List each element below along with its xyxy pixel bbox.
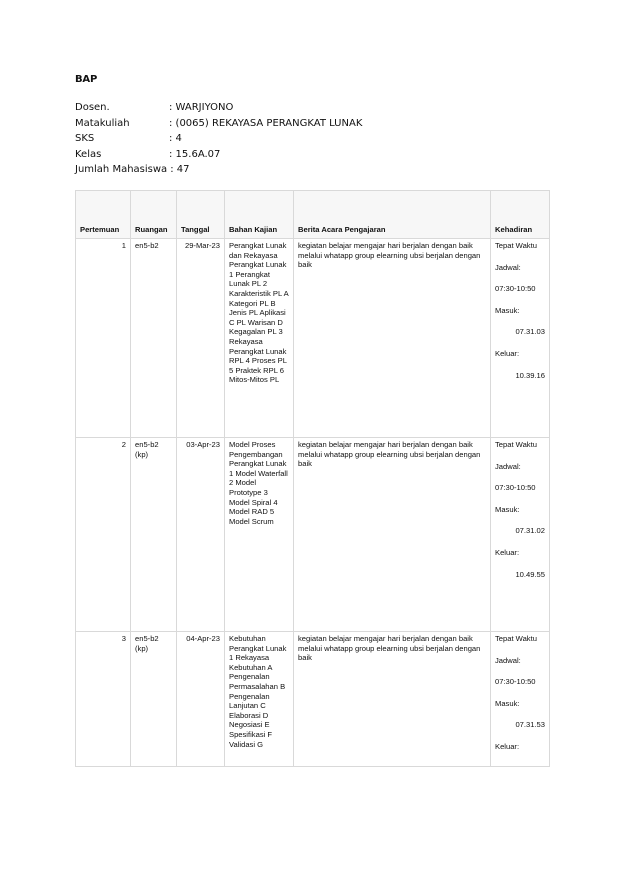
header-ruangan: Ruangan [131,191,177,239]
table-header-row [76,191,550,239]
cell-tanggal: 03-Apr-23 [177,438,225,632]
header-tanggal: Tanggal [177,191,225,239]
document-title: BAP [75,74,98,85]
keluar-value: 10.39.16 [515,370,545,380]
cell-tanggal: 29-Mar-23 [177,239,225,438]
header-bahan-kajian: Bahan Kajian [225,191,294,239]
jadwal-label: Jadwal: [495,262,521,272]
info-row-jumlah-mahasiswa [75,162,362,178]
cell-ruangan: en5-b2 [131,239,177,438]
attendance-status: Tepat Waktu [495,241,537,250]
cell-ruangan: en5-b2 (kp) [131,632,177,767]
cell-bahan-kajian: Perangkat Lunak dan Rekayasa Perangkat Lunak 1 Perangkat Lunak PL 2 Karakteristik PL A Kategori PL B Jenis PL Aplikasi C PL Warisan D Kegagalan PL 3 Rekayasa Perangkat Lunak RPL 4 Proses PL 5 Praktek RPL 6 Mitos-Mitos PL [225,239,294,438]
cell-bahan-kajian: Kebutuhan Perangkat Lunak 1 Rekayasa Kebutuhan A Pengenalan Permasalahan B Pengenalan Lanjutan C Elaborasi D Negosiasi E Spesifikasi F Validasi G [225,632,294,767]
cell-berita-acara: kegiatan belajar mengajar hari berjalan dengan baik melalui whatapp group elearning ubsi berjalan dengan baik [294,632,491,767]
cell-kehadiran [491,632,550,767]
masuk-value: 07.31.02 [515,526,545,536]
masuk-label: Masuk: [495,305,520,315]
attendance-table-wrap [75,190,549,767]
info-row-sks [75,131,362,147]
info-value: : WARJIYONO [169,102,234,113]
info-value: : 15.6A.07 [169,148,221,160]
header-kehadiran: Kehadiran [491,191,550,239]
header-berita-acara: Berita Acara Pengajaran [294,191,491,239]
jadwal-label: Jadwal: [495,461,521,471]
masuk-value: 07.31.53 [515,720,545,730]
info-row-kelas [75,147,362,163]
cell-pertemuan: 3 [76,632,131,767]
info-value: : (0065) REKAYASA PERANGKAT LUNAK [169,117,363,129]
attendance-status: Tepat Waktu [495,440,537,449]
cell-berita-acara: kegiatan belajar mengajar hari berjalan dengan baik melalui whatapp group elearning ubsi berjalan dengan baik [294,239,491,438]
info-value: : 4 [169,133,182,145]
keluar-label: Keluar: [495,547,520,557]
table-row [76,632,550,767]
attendance-table [75,190,550,767]
table-row [76,239,550,438]
cell-pertemuan: 1 [76,239,131,438]
jadwal-value: 07:30-10:50 [495,284,536,294]
attendance-status: Tepat Waktu [495,634,537,643]
cell-kehadiran [491,239,550,438]
cell-kehadiran [491,438,550,632]
masuk-label: Masuk: [495,504,520,514]
info-value: : 47 [170,164,190,176]
cell-berita-acara: kegiatan belajar mengajar hari berjalan dengan baik melalui whatapp group elearning ubsi berjalan dengan baik [294,438,491,632]
keluar-label: Keluar: [495,741,520,751]
jadwal-value: 07:30-10:50 [495,483,536,493]
keluar-label: Keluar: [495,348,520,358]
table-row [76,438,550,632]
cell-bahan-kajian: Model Proses Pengembangan Perangkat Lunak 1 Model Waterfall 2 Model Prototype 3 Model Spiral 4 Model RAD 5 Model Scrum [225,438,294,632]
cell-tanggal: 04-Apr-23 [177,632,225,767]
info-label: Kelas [75,148,102,160]
cell-pertemuan: 2 [76,438,131,632]
info-label: Matakuliah [75,117,130,129]
cell-ruangan: en5-b2 (kp) [131,438,177,632]
masuk-label: Masuk: [495,698,520,708]
info-label: Jumlah Mahasiswa [75,164,168,176]
info-row-matakuliah [75,116,362,132]
course-info [75,100,362,178]
keluar-value: 10.49.55 [515,569,545,579]
info-label: SKS [75,133,95,145]
info-label: Dosen. [75,102,110,113]
header-pertemuan: Pertemuan [76,191,131,239]
masuk-value: 07.31.03 [515,327,545,337]
jadwal-label: Jadwal: [495,655,521,665]
jadwal-value: 07:30-10:50 [495,677,536,687]
info-row-dosen [75,100,362,116]
